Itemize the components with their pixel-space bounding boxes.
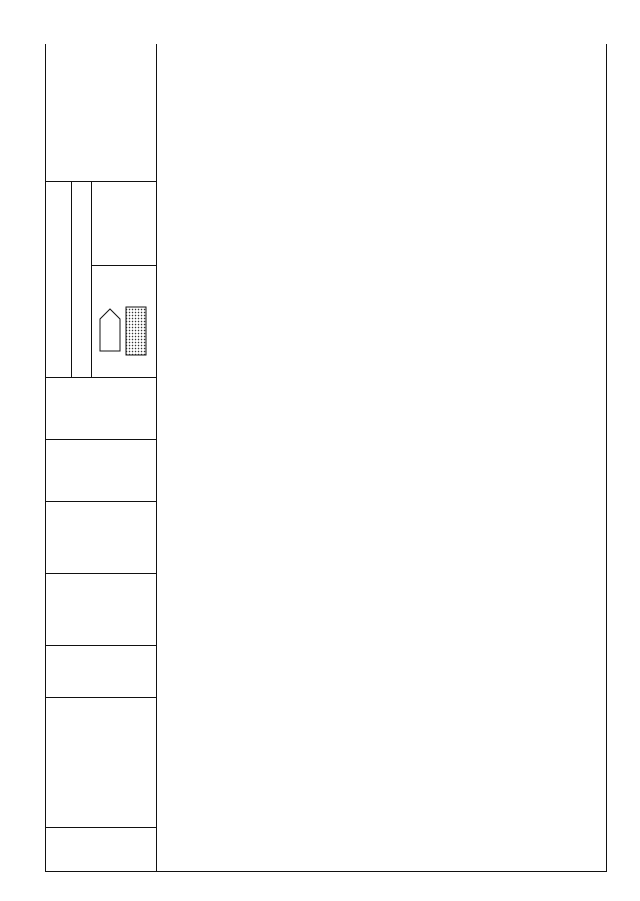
header-conditions [46, 44, 157, 182]
section-label [157, 44, 607, 872]
header-max-width [46, 378, 157, 440]
header-power [46, 574, 157, 646]
tug-icon [100, 310, 120, 352]
legend-icons-cell [92, 266, 157, 378]
legend-barge-label [124, 182, 128, 265]
header-no [46, 828, 157, 872]
header-name [46, 698, 157, 828]
header-length [46, 646, 157, 698]
header-max-length [46, 440, 157, 502]
legend-icons [92, 272, 152, 372]
header-legend-title [72, 182, 92, 378]
rotated-table-container [45, 44, 607, 872]
page-number [18, 430, 38, 454]
header-scheme [46, 182, 72, 378]
towing-schemes-table [45, 44, 607, 872]
header-tonnage [46, 502, 157, 574]
legend-text-cell [92, 182, 157, 266]
rotated-table-stage [45, 44, 607, 872]
barge-icon [126, 308, 146, 356]
